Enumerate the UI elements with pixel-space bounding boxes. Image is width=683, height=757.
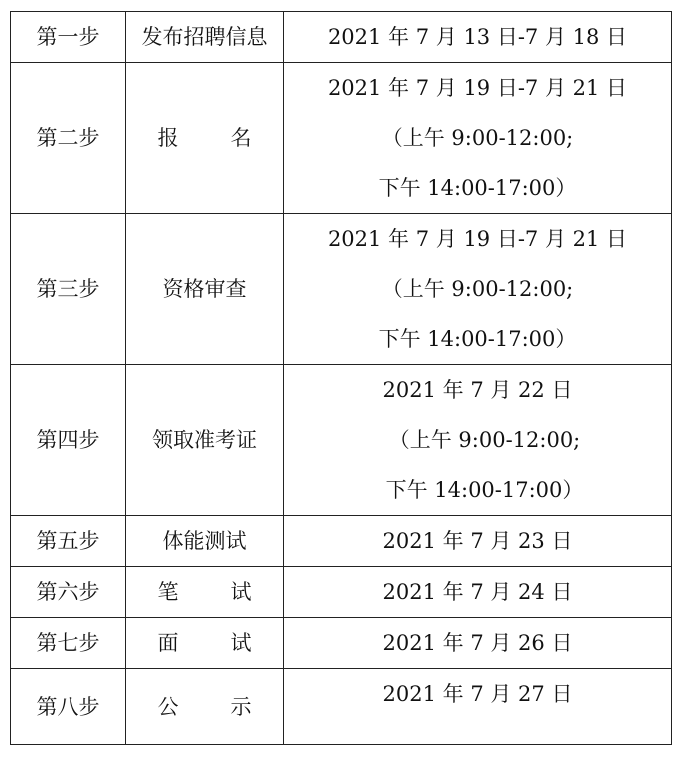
recruitment-schedule-table — [10, 11, 672, 745]
time-cell: 2021 年 7 月 26 日 — [284, 618, 672, 669]
time-cell: 2021 年 7 月 19 日-7 月 21 日 （上午 9:00-12:00; 下午 14:00-17:00） — [284, 63, 672, 214]
table-row — [11, 365, 672, 516]
time-cell: 2021 年 7 月 24 日 — [284, 567, 672, 618]
task-cell: 领取准考证 — [126, 365, 284, 516]
task-cell: 资格审查 — [126, 214, 284, 365]
time-cell: 2021 年 7 月 22 日 （上午 9:00-12:00; 下午 14:00-17:00） — [284, 365, 672, 516]
task-cell: 面 试 — [126, 618, 284, 669]
time-cell: 2021 年 7 月 27 日 — [284, 669, 672, 745]
step-cell: 第六步 — [11, 567, 126, 618]
task-cell: 公 示 — [126, 669, 284, 745]
table-row — [11, 63, 672, 214]
table-row — [11, 516, 672, 567]
table-row — [11, 618, 672, 669]
table-row — [11, 669, 672, 745]
task-cell: 报 名 — [126, 63, 284, 214]
step-cell: 第四步 — [11, 365, 126, 516]
step-cell: 第三步 — [11, 214, 126, 365]
table-row — [11, 214, 672, 365]
task-cell: 发布招聘信息 — [126, 12, 284, 63]
time-cell: 2021 年 7 月 23 日 — [284, 516, 672, 567]
task-cell: 笔 试 — [126, 567, 284, 618]
time-cell: 2021 年 7 月 13 日-7 月 18 日 — [284, 12, 672, 63]
step-cell: 第一步 — [11, 12, 126, 63]
step-cell: 第八步 — [11, 669, 126, 745]
time-cell: 2021 年 7 月 19 日-7 月 21 日 （上午 9:00-12:00; 下午 14:00-17:00） — [284, 214, 672, 365]
step-cell: 第五步 — [11, 516, 126, 567]
step-cell: 第二步 — [11, 63, 126, 214]
step-cell: 第七步 — [11, 618, 126, 669]
table-row — [11, 12, 672, 63]
task-cell: 体能测试 — [126, 516, 284, 567]
table-row — [11, 567, 672, 618]
